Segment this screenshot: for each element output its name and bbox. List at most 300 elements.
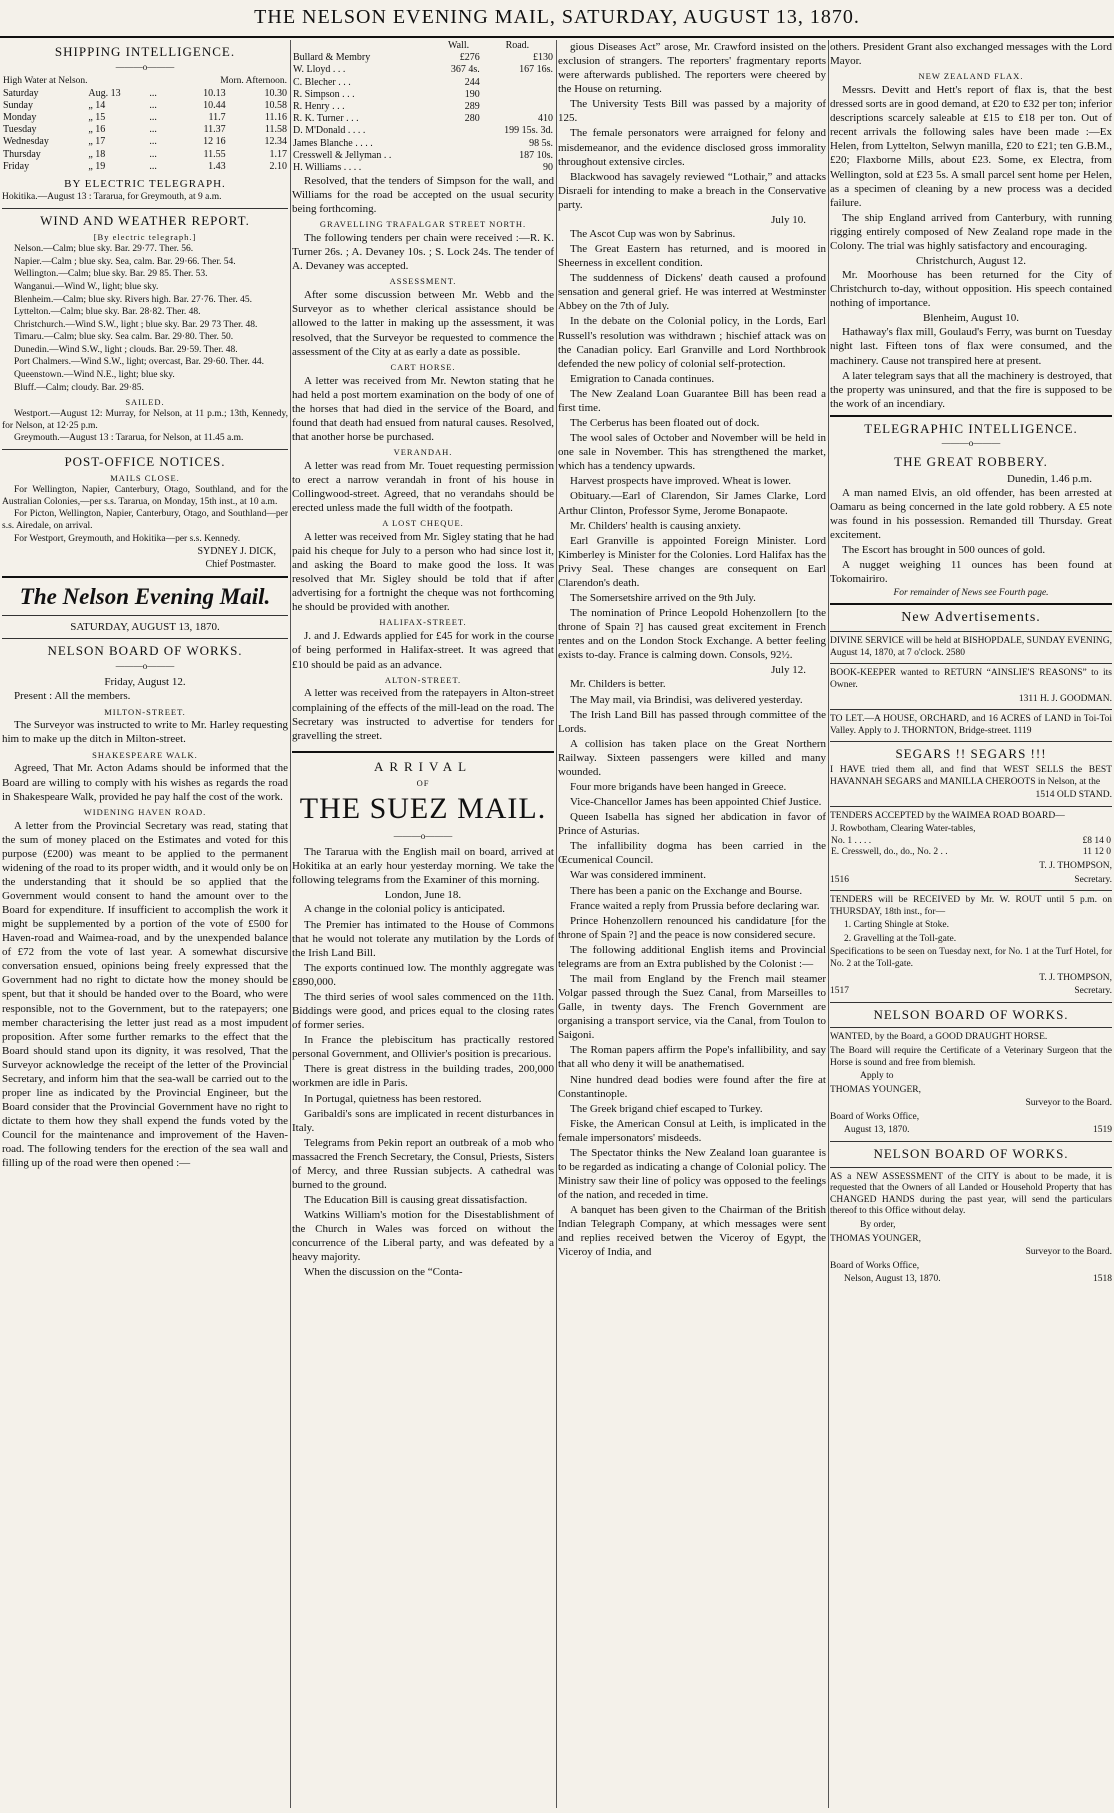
divider: [830, 603, 1112, 605]
news-item: There is great distress in the building trades, 200,000 workmen are idle in Paris.: [292, 1063, 554, 1090]
tide-cell: ...: [149, 112, 157, 124]
tide-cell: ...: [149, 87, 157, 99]
tender-cell: James Blanche . . . .: [293, 137, 373, 149]
flax-text: Messrs. Devitt and Hett's report of flax is, that the best dressed sorts are in good demand, at £20 to £32 per ton; inferior descriptions scarcely saleable at £15 to £18 per ton. Out of recent arrivals the following sales have been made :—Ex Helen, from Lyttelton, Selwyn manilla, £20 to £21; ten G.B.M., £20; Flaxborne Mills, about £23. Some, ex Electra, from Wellington, sold at £23 5s. A small parcel sent home per Helen, as a specimen of cleaning by a new process was a decided failure.: [830, 84, 1112, 209]
tide-cell: Tuesday: [3, 124, 37, 136]
cart-text: A letter was received from Mr. Newton stating that he had held a post mortem examination on the body of one of the horses that had died in the service of the Board, and found that death had ensued from natural causes. Resolved, that another horse be purchased.: [292, 374, 554, 443]
tender-cell: 167 16s.: [519, 64, 553, 76]
tide-cell: ...: [149, 99, 157, 111]
escort-text: The Escort has brought in 500 ounces of gold.: [842, 543, 1046, 556]
board-heading: NELSON BOARD OF WORKS.: [47, 643, 243, 659]
thompson-signature-2: T. J. THOMPSON,: [1039, 972, 1112, 983]
column-4: [830, 40, 1112, 1808]
tender-accepted-row: [830, 847, 1112, 859]
news-item: Four more brigands have been hanged in Greece.: [570, 780, 787, 793]
news-item: There has been a panic on the Exchange and Bourse.: [570, 884, 803, 897]
london-dateline: London, June 18.: [384, 889, 462, 902]
secretary-title: Secretary.: [1074, 874, 1112, 885]
book-keeper-signature: 1311 H. J. GOODMAN.: [1018, 693, 1112, 704]
robbery-heading: THE GREAT ROBBERY.: [894, 453, 1048, 469]
tender-head-wall: Wall.: [447, 40, 470, 51]
tender-cell: 280: [464, 113, 480, 125]
tender-row: [292, 150, 554, 162]
tender-cell: W. Lloyd . . .: [293, 64, 346, 76]
divider: [830, 1002, 1112, 1003]
tender-cell: R. K. Turner . . .: [293, 113, 359, 125]
tender-row: [292, 113, 554, 125]
tender-cell: 367 4s.: [450, 64, 480, 76]
news-item: War was considered imminent.: [570, 869, 706, 882]
tender-cell: 98 5s.: [529, 137, 553, 149]
sailed-report: Westport.—August 12: Murray, for Nelson, at 11 p.m.; 13th, Kennedy, for Nelson, at 12·25 p.m.: [2, 409, 288, 431]
masthead: THE NELSON EVENING MAIL, SATURDAY, AUGUST 13, 1870.: [254, 6, 860, 28]
divider: [830, 806, 1112, 807]
tide-cell: 12 16: [203, 136, 226, 148]
tide-cell: Thursday: [3, 148, 41, 160]
halifax-heading: HALIFAX-STREET.: [379, 617, 467, 628]
surveyor-title-2: Surveyor to the Board.: [1025, 1247, 1112, 1258]
news-item: The third series of wool sales commenced on the 11th. Biddings were good, and prices equal to the closing rates of former series.: [292, 990, 554, 1032]
news-item: A banquet has been given to the Chairman of the British Indian Telegraph Company, at which messages were sent and replies received betwen the Viceroy of Egypt, the Viceroy of India, and: [558, 1204, 826, 1259]
news-item: Telegrams from Pekin report an outbreak of a mob who massacred the French Secretary, the Consul, Priests, Sisters of Mercy, and three Russian subjects. A cathedral was burned to the ground.: [292, 1136, 554, 1191]
ornament: ———o———: [393, 830, 453, 841]
christchurch-dateline: Christchurch, August 12.: [916, 254, 1026, 267]
tender-row: [292, 125, 554, 137]
tender-cell: R. Henry . . .: [293, 100, 345, 112]
postmaster-title: Chief Postmaster.: [205, 558, 276, 570]
divider: [830, 663, 1112, 664]
tender-cell: 199 15s. 3d.: [504, 125, 553, 137]
tide-row: [2, 88, 288, 100]
tide-cell: 10.44: [203, 99, 226, 111]
tide-cell: 11.55: [203, 148, 226, 160]
tender-item-1: 1. Carting Shingle at Stoke.: [844, 920, 950, 931]
gravelling-heading: GRAVELLING TRAFALGAR STREET NORTH.: [319, 219, 527, 230]
haven-heading: WIDENING HAVEN ROAD.: [83, 806, 207, 817]
tenders-header-row: [292, 40, 554, 52]
mails-close-heading: MAILS CLOSE.: [110, 473, 180, 484]
news-item: The Premier has intimated to the House of Commons that he would not tolerate any mutilation by the Lords of the Irish Land Bill.: [292, 918, 554, 959]
book-keeper-ad: BOOK-KEEPER wanted to RETURN “AINSLIE'S REASONS” to its Owner.: [830, 668, 1112, 691]
dunedin-dateline: Dunedin, 1.46 p.m.: [1007, 472, 1092, 485]
tender-row: [292, 101, 554, 113]
tide-cell: „ 16: [88, 124, 106, 136]
tide-cell: „ 18: [88, 148, 106, 160]
post-office-heading: POST-OFFICE NOTICES.: [64, 453, 226, 469]
news-item: Watkins William's motion for the Disestablishment of the Church in Wales was forced on without the concurrence of the Liberal party, and was defeated by a heavy majority.: [292, 1209, 554, 1264]
halifax-text: J. and J. Edwards applied for £45 for work in the course of being performed in Halifax-street. It was agreed that £10 should be paid as an advance.: [292, 630, 554, 671]
news-item: Fiske, the American Consul at Leith, is implicated in the female impersonators' misdeeds.: [558, 1117, 826, 1144]
tender-row: [292, 77, 554, 89]
sailed-heading: SAILED.: [125, 397, 165, 408]
news-item: The Great Eastern has returned, and is moored in Sheerness in excellent condition.: [558, 243, 826, 270]
younger-name-2: THOMAS YOUNGER,: [830, 1233, 921, 1244]
news-item: The suddenness of Dickens' death caused a profound sensation and general grief. He was interred at Westminster Abbey on the 7th of July.: [558, 272, 826, 313]
wind-report: Wanganui.—Wind W., light; blue sky.: [14, 281, 159, 292]
tide-cell: 10.58: [264, 99, 287, 111]
tender-accepted-cell: £8 14 0: [1082, 835, 1111, 846]
tender-cell: H. Williams . . . .: [293, 161, 362, 173]
tender-cell: 289: [464, 100, 480, 112]
assessment-heading: ASSESSMENT.: [389, 276, 457, 287]
segars-heading: SEGARS !! SEGARS !!!: [895, 746, 1047, 762]
tide-cell: 1.43: [208, 160, 226, 172]
tender-item-2: 2. Gravelling at the Toll-gate.: [844, 933, 957, 944]
wind-report: Nelson.—Calm; blue sky. Bar. 29·77. Ther. 56.: [14, 244, 194, 255]
wind-report: Napier.—Calm ; blue sky. Sea, calm. Bar. 29·66. Ther. 54.: [14, 256, 236, 267]
dateline-july-12: July 12.: [771, 664, 806, 677]
tender-cell: 90: [543, 161, 553, 173]
surveyor-title: Surveyor to the Board.: [1025, 1098, 1112, 1109]
divider: [830, 741, 1112, 742]
ad-number: 1519: [1093, 1125, 1112, 1136]
robbery-text: A man named Elvis, an old offender, has been arrested at Oamaru as being concerned in the late gold robbery. A £5 note was found in his possession. Remanded till Thursday. Great excitement.: [830, 486, 1112, 541]
resolved-text: Resolved, that the tenders of Simpson for the wall, and Williams for the road be accepted on the usual security being forthcoming.: [292, 175, 554, 216]
divine-service-ad: DIVINE SERVICE will be held at BISHOPDALE, SUNDAY EVENING, August 14, 1870, at 7 o'clock. 2580: [830, 636, 1112, 658]
office-name: Board of Works Office,: [830, 1111, 920, 1122]
wanted-horse-details: The Board will require the Certificate of a Veterinary Surgeon that the Horse is sound and free from blemish.: [830, 1045, 1112, 1068]
column-divider: [290, 40, 291, 1808]
tide-cell: ...: [149, 124, 157, 136]
suez-intro: The Tararua with the English mail on board, arrived at Hokitika at an early hour yesterday morning. We take the following telegrams from the Examiner of this morning.: [292, 846, 554, 887]
news-item: Prince Hohenzollern renounced his candidature [for the throne of Spain ?] and the peace is now considered secure.: [558, 914, 826, 941]
tide-cell: 11.37: [203, 124, 226, 136]
wind-heading: WIND AND WEATHER REPORT.: [40, 212, 250, 228]
blenheim-text-2: A later telegram says that all the machinery is destroyed, that the property was uninsured, and that the fire is supposed to be the work of an incendiary.: [830, 369, 1112, 410]
tender-row: [292, 64, 554, 76]
divider: [830, 709, 1112, 710]
column-divider: [828, 40, 829, 1808]
mail-notices: [2, 485, 288, 545]
verandah-text: A letter was read from Mr. Touet requesting permission to erect a narrow verandah in front of his house in Collingwood-street. Agreed, that no verandahs should be erected unless made the full width of the footpath.: [292, 459, 554, 515]
paper-date: SATURDAY, AUGUST 13, 1870.: [70, 621, 220, 634]
board-works-heading: NELSON BOARD OF WORKS.: [873, 1006, 1069, 1022]
office-date: Nelson, August 13, 1870.: [844, 1274, 941, 1285]
tide-cell: 12.34: [264, 136, 287, 148]
news-item: The Cerberus has been floated out of dock.: [570, 417, 760, 430]
tide-row: [2, 136, 288, 148]
segars-ad: I HAVE tried them all, and find that WEST SELLS the BEST HAVANNAH SEGARS and MANILLA CHEROOTS in Nelson, at the: [830, 764, 1112, 787]
news-item: Harvest prospects have improved. Wheat is lower.: [570, 475, 791, 488]
news-item: Emigration to Canada continues.: [570, 372, 715, 385]
news-item: The wool sales of October and November will be held in one sale in November. This has strengthened the market, which has a tendency upwards.: [558, 432, 826, 473]
tide-cell: „ 19: [88, 160, 106, 172]
news-items-a: [558, 40, 826, 212]
mail-notice: For Picton, Wellington, Napier, Canterbury, Otago, and Southland—per s.s. Airedale, on arrival.: [2, 509, 288, 531]
tide-cell: ...: [149, 160, 157, 172]
flax-heading: NEW ZEALAND FLAX.: [918, 71, 1024, 82]
ad-number: 1516: [830, 874, 849, 885]
wind-report: Timaru.—Calm; blue sky. Sea calm. Bar. 29·80. Ther. 50.: [14, 332, 234, 343]
news-item: The Irish Land Bill has passed through committee of the Lords.: [558, 708, 826, 735]
office-date: August 13, 1870.: [844, 1125, 910, 1136]
segars-signature: 1514 OLD STAND.: [1035, 790, 1112, 801]
news-item: A change in the colonial policy is anticipated.: [304, 903, 505, 916]
tenders-accepted-table: [830, 824, 1112, 859]
divider: [830, 1027, 1112, 1028]
tide-cell: Sunday: [3, 99, 33, 111]
divider: [292, 751, 554, 753]
tide-cell: 10.30: [264, 87, 287, 99]
news-item: The Somersetshire arrived on the 9th July.: [570, 591, 756, 604]
news-items-b: [558, 227, 826, 662]
christchurch-text: Mr. Moorhouse has been returned for the City of Christchurch to-day, without opposition. His speech contained nothing of importance.: [830, 269, 1112, 310]
tender-accepted-cell: 11 12 0: [1082, 847, 1111, 858]
divider: [2, 576, 288, 578]
tide-cell: 1.17: [269, 148, 287, 160]
secretary-title: Secretary.: [1074, 986, 1112, 997]
news-item: Garibaldi's sons are implicated in recent disturbances in Italy.: [292, 1107, 554, 1134]
sailed-reports: [2, 409, 288, 445]
wanted-horse-ad: WANTED, by the Board, a GOOD DRAUGHT HORSE.: [830, 1032, 1048, 1043]
divider: [2, 615, 288, 616]
tender-cell: £276: [459, 52, 480, 64]
tide-cell: 11.7: [208, 112, 226, 124]
shakespeare-text: Agreed, That Mr. Acton Adams should be informed that the Board are willing to comply with his wishes as regards the road in Shakespeare Walk, provided he pay half the cost of the work.: [2, 762, 288, 803]
board-works-heading-2: NELSON BOARD OF WORKS.: [873, 1146, 1069, 1162]
news-items: [292, 902, 554, 1279]
tide-cell: „ 15: [88, 112, 106, 124]
masthead-rule: [0, 36, 1114, 38]
news-item: The female personators were arraigned for felony and misdemeanor, and the evidence disclosed gross immorality throughout extensive circles.: [558, 127, 826, 168]
ad-number: 1517: [830, 986, 849, 997]
tender-row: [292, 89, 554, 101]
remainder-note: For remainder of News see Fourth page.: [893, 588, 1049, 599]
news-item: Nine hundred dead bodies were found after the fire at Constantinople.: [558, 1073, 826, 1100]
news-item: Vice-Chancellor James has been appointed Chief Justice.: [570, 796, 822, 809]
news-item: A collision has taken place on the Great Northern Railway. Sixteen passengers were killed and many wounded.: [558, 737, 826, 778]
tide-cell: 10.13: [203, 87, 226, 99]
tide-cell: Saturday: [3, 87, 39, 99]
tender-cell: [436, 150, 480, 162]
tender-accepted-row: [830, 836, 1112, 848]
thompson-signature: T. J. THOMPSON,: [1039, 861, 1112, 871]
apply-to: Apply to: [860, 1071, 894, 1082]
news-item: France waited a reply from Prussia before declaring war.: [570, 899, 820, 912]
of-heading: OF: [416, 778, 430, 789]
news-item: The University Tests Bill was passed by a majority of 125.: [558, 98, 826, 125]
column-2: [292, 40, 554, 1808]
tide-cell: 11.58: [264, 124, 287, 136]
assessment-text: After some discussion between Mr. Webb and the Surveyor as to whether clerical assistance should be allowed to the latter in making up the assessment, it was resolved, that the Surveyor be requested to commence the assessment of the City at as early a date as possible.: [292, 289, 554, 358]
to-let-ad: TO LET.—A HOUSE, ORCHARD, and 16 ACRES of LAND in Toi-Toi Valley. Apply to J. THORNTON, Bridge-street. 1119: [830, 714, 1112, 736]
sailed-report: Greymouth.—August 13 : Tararua, for Nelson, at 11.45 a.m.: [14, 433, 244, 444]
news-item: In Portugal, quietness has been restored.: [304, 1092, 482, 1105]
cart-heading: CART HORSE.: [390, 361, 456, 372]
tender-cell: 410: [538, 113, 553, 125]
tide-header-row: [2, 76, 288, 88]
wind-reports: [2, 244, 288, 394]
tide-cell: 11.16: [264, 112, 287, 124]
wind-report: Christchurch.—Wind S.W., light ; blue sky. Bar. 29 73 Ther. 48.: [14, 319, 258, 330]
tide-row: [2, 161, 288, 173]
divider: [2, 208, 288, 209]
ad-number: 1518: [1093, 1274, 1112, 1285]
by-order: By order,: [860, 1219, 896, 1230]
divider: [830, 1141, 1112, 1142]
news-item: gious Diseases Act” arose, Mr. Crawford insisted on the exclusion of strangers. The reporters' fragmentary reports were afterwards published. The reporters were cheered by the House on returning.: [558, 41, 826, 96]
tide-cell: ...: [149, 136, 157, 148]
office-date-line: [830, 1125, 1112, 1137]
electric-heading: BY ELECTRIC TELEGRAPH.: [64, 178, 226, 191]
ornament: ———o———: [115, 61, 175, 72]
news-item: The infallibility dogma has been carried in the Œcumenical Council.: [558, 840, 826, 867]
tender-cell: 244: [464, 76, 480, 88]
cheque-text: A letter was received from Mr. Sigley stating that he had paid his cheque for July to a person who had since lost it, and asking the Board to make good the loss. It was resolved that Mr. Sigley should be told that if after advertising for a fortnight the cheque was not forthcoming he should be provided with another.: [292, 531, 554, 614]
blenheim-dateline: Blenheim, August 10.: [923, 312, 1019, 325]
tender-cell: D. M'Donald . . . .: [293, 125, 366, 137]
tender-accepted-cell: E. Cresswell, do., do., No. 2 . .: [831, 847, 948, 858]
tide-row: [2, 100, 288, 112]
ornament: ———o———: [941, 438, 1001, 449]
flax-text-2: The ship England arrived from Canterbury, with running rigging entirely composed of New Zealand rope made in the Colony. The trial was highly satisfactory and encouraging.: [830, 211, 1112, 252]
tender-cell: 190: [464, 88, 480, 100]
news-item: The Greek brigand chief escaped to Turkey.: [570, 1102, 763, 1115]
tide-cell: 2.10: [269, 160, 287, 172]
tender-cell: £130: [533, 52, 553, 64]
news-item: The following additional English items and Provincial telegrams are from an Extra published by the Colonist :—: [558, 943, 826, 970]
divider: [830, 631, 1112, 632]
tender-accepted-row: [830, 824, 1112, 836]
news-item: Mr. Childers is better.: [570, 678, 666, 691]
tender-cell: [481, 89, 554, 101]
tenders-accepted-ad: TENDERS ACCEPTED by the WAIMEA ROAD BOARD—: [830, 810, 1065, 821]
news-item: The Education Bill is causing great dissatisfaction.: [304, 1194, 528, 1207]
tide-row: [2, 112, 288, 124]
thompson-footer: [830, 875, 1112, 887]
tender-cell: R. Simpson . . .: [293, 88, 355, 100]
tender-cell: C. Blecher . . .: [293, 76, 351, 88]
mail-notice: For Westport, Greymouth, and Hokitika—per s.s. Kennedy.: [14, 533, 241, 544]
wind-report: Blenheim.—Calm; blue sky. Rivers high. Bar. 27·76. Ther. 45.: [14, 294, 253, 305]
tender-row: [292, 138, 554, 150]
office-name-2: Board of Works Office,: [830, 1260, 920, 1271]
tide-cell: Aug. 13: [88, 87, 121, 99]
assessment-ad: AS a NEW ASSESSMENT of the CITY is about to be made, it is requested that the Owners of all Landed or Household Property that has CHANGED HANDS during the past year, will send the particulars thereof to this Office without delay.: [830, 1171, 1112, 1217]
wind-subheading: [By electric telegraph.]: [93, 232, 197, 243]
news-item: The Spectator thinks the New Zealand loan guarantee is to be regarded as indicating a change of Colonial policy. The Ministry saw their line of policy was opposed to the feelings of the nation, and receded in time.: [558, 1146, 826, 1202]
news-item: The mail from England by the French mail steamer Volgar passed through the Suez Canal, from Marseilles to Galle, in twenty days. The French Government are organising a transport service, via the Canal, from Toulon to Saigoni.: [558, 973, 826, 1042]
divider: [830, 415, 1112, 417]
wind-report: Wellington.—Calm; blue sky. Bar. 29 85. Ther. 53.: [14, 269, 208, 280]
tide-cell: „ 17: [88, 136, 106, 148]
haven-text: A letter from the Provincial Secretary was read, stating that the sum of money placed on the Estimates and voted for this purpose (£200) was meant to be applied to the permanent widening of the road to its proper width, and it would only be on the understanding that it should be so applied that the Government would consent to hand the amount over to the Board for expenditure. If insufficient to accomplish the work it might be supplemented by a portion of the vote of £500 for Haven-road and Waimea-road, and by the unexpended balance of £72 from the vote of last year. A somewhat discursive conversation ensued, opinions being freely expressed that the Government had no right to dictate how the money should be spent, but that it should be handed over to the Board, who were responsible, not to the Government, but to the ratepayers; one member characterising the letter just read as a most impudent proposition. After some further remarks to the effect that the Board should stand upon its dignity, it was resolved, That the Surveyor acknowledge the receipt of the letter of the Provincial Secretary, and inform him that the sea-wall be carried out to the proper line as indicated by the Provincial Engineer, but the Board consider that the Provincial Government have no right to dictate to them how they shall expend the funds voted by the Council for the maintenance and improvement of the Haven-road. The following tenders for the erection of the sea wall and filling up of the road were then opened :—: [2, 819, 288, 1170]
news-item: The Ascot Cup was won by Sabrinus.: [570, 228, 736, 241]
tender-head-road: Road.: [505, 40, 530, 51]
younger-name: THOMAS YOUNGER,: [830, 1084, 921, 1095]
news-item: The nomination of Prince Leopold Hohenzollern [to the throne of Spain ?] has caused great excitement in French rentes and on the London Stock Exchange. A better feeling exists to-day. France is calming down. Consols, 92½.: [558, 607, 826, 662]
tender-cell: [436, 125, 480, 137]
morn-label: Morn. Afternoon.: [220, 76, 287, 87]
tide-cell: ...: [149, 148, 157, 160]
thompson-footer-2: [830, 986, 1112, 998]
milton-heading: MILTON-STREET.: [104, 706, 186, 717]
divider: [830, 1167, 1112, 1168]
postmaster-name: SYDNEY J. DICK,: [197, 546, 276, 558]
wind-report: Lyttelton.—Calm; blue sky. Bar. 28·82. Ther. 48.: [14, 307, 201, 318]
mail-notice: For Wellington, Napier, Canterbury, Otago, Southland, and for the Australian Colonies,—per s.s. Tararua, on Monday, 15th inst., at 10 a.m.: [2, 485, 288, 507]
tender-cell: [436, 162, 480, 174]
wind-report: Queenstown.—Wind N.E., light; blue sky.: [14, 369, 175, 380]
nugget-text: A nugget weighing 11 ounces has been found at Tokomairiro.: [830, 559, 1112, 586]
news-item: When the discussion on the “Conta-: [304, 1266, 463, 1279]
column-1: [2, 40, 288, 1808]
gravelling-text: The following tenders per chain were received :—R. K. Turner 26s. ; A. Devaney 10s. ; S. Lock 24s. The tender of A. Devaney was accepted.: [292, 232, 554, 273]
arrival-heading: ARRIVAL: [373, 758, 473, 774]
wind-report: Port Chalmers.—Wind S.W., light; overcast, Bar. 29·60. Ther. 44.: [14, 357, 265, 368]
divider: [2, 638, 288, 639]
news-item: Queen Isabella has signed her abdication in favor of Prince of Asturias.: [558, 811, 826, 838]
high-water-label: High Water at Nelson.: [3, 76, 88, 87]
divider: [830, 890, 1112, 891]
shipping-heading: SHIPPING INTELLIGENCE.: [54, 44, 236, 59]
tender-cell: [481, 77, 554, 89]
news-item: The exports continued low. The monthly aggregate was £890,000.: [292, 961, 554, 988]
present-line: Present : All the members.: [14, 690, 131, 703]
news-item: In the debate on the Colonial policy, in the Lords, Earl Russell's resolution was withdrawn ; hischief attack was on the Canadian policy. Earl Granville and Lord Northbrook defended the new policy of colonial self-protection.: [558, 315, 826, 370]
news-item: Mr. Childers' health is causing anxiety.: [570, 519, 741, 532]
tide-cell: Friday: [3, 160, 30, 172]
tenders-table: [292, 40, 554, 174]
tender-accepted-cell: No. 1 . . . .: [831, 835, 872, 846]
cheque-heading: A LOST CHEQUE.: [382, 518, 464, 529]
wind-report: Bluff.—Calm; cloudy. Bar. 29·85.: [14, 382, 144, 393]
tender-row: [292, 162, 554, 174]
tender-cell: 187 10s.: [519, 149, 553, 161]
dateline-july-10: July 10.: [771, 213, 806, 226]
tide-row: [2, 149, 288, 161]
tender-row: [292, 52, 554, 64]
tide-row: [2, 124, 288, 136]
tender-accepted-cell: J. Rowbotham, Clearing Water-tables,: [831, 824, 976, 835]
tender-cell: [436, 138, 480, 150]
alton-heading: ALTON-STREET.: [384, 674, 462, 685]
board-date: Friday, August 12.: [104, 676, 186, 689]
tender-accepted-cell: [1063, 824, 1112, 836]
divider: [2, 449, 288, 450]
continued-text: others. President Grant also exchanged messages with the Lord Mayor.: [830, 41, 1112, 68]
news-item: The May mail, via Brindisi, was delivered yesterday.: [570, 693, 803, 706]
news-item: In France the plebiscitum has practically restored personal Government, and Ollivier's position is precarious.: [292, 1034, 554, 1061]
column-divider: [556, 40, 557, 1808]
hokitika-report: Hokitika.—August 13 : Tararua, for Greymouth, at 9 a.m.: [2, 192, 222, 203]
news-item: Earl Granville is appointed Foreign Minister. Lord Kimberley is Minister for the Colonies. Lord Halifax has the Privy Seal. These changes are consequent on Earl Clarendon's death.: [558, 534, 826, 589]
tide-cell: Wednesday: [3, 136, 49, 148]
paper-title: The Nelson Evening Mail.: [19, 583, 271, 609]
tide-cell: „ 14: [88, 99, 106, 111]
milton-text: The Surveyor was instructed to write to Mr. Harley requesting him to make up the ditch in Milton-street.: [2, 719, 288, 746]
news-item: The Roman papers affirm the Pope's infallibility, and say that all who deny it will be anathematised.: [558, 1044, 826, 1071]
wind-report: Dunedin.—Wind S.W., light ; clouds. Bar. 29·59. Ther. 48.: [14, 344, 238, 355]
ornament: ———o———: [115, 660, 175, 671]
telegraphic-heading: TELEGRAPHIC INTELLIGENCE.: [864, 420, 1078, 436]
tender-cell: Cresswell & Jellyman . .: [293, 149, 392, 161]
news-items-c: [558, 677, 826, 1259]
news-item: Blackwood has savagely reviewed “Lothair,” and attacks Disraeli for intending to make a breach in the Conservative party.: [558, 170, 826, 211]
suez-mail-heading: THE SUEZ MAIL.: [299, 792, 547, 826]
office-date-line-2: [830, 1274, 1112, 1286]
tender-head-name: [292, 40, 436, 52]
tide-table: [2, 76, 288, 173]
column-3: [558, 40, 826, 1808]
verandah-heading: VERANDAH.: [393, 446, 453, 457]
tender-cell: Bullard & Membry: [293, 52, 371, 64]
tenders-received-ad: TENDERS will be RECEIVED by Mr. W. ROUT until 5 p.m. on THURSDAY, 18th inst., for—: [830, 895, 1112, 917]
news-item: The New Zealand Loan Guarantee Bill has been read a first time.: [558, 387, 826, 414]
shakespeare-heading: SHAKESPEARE WALK.: [92, 749, 198, 760]
tide-cell: Monday: [3, 112, 37, 124]
news-item: Obituary.—Earl of Clarendon, Sir James Clarke, Lord Arthur Clinton, Professor Syme, Jerome Bonapaote.: [558, 490, 826, 517]
